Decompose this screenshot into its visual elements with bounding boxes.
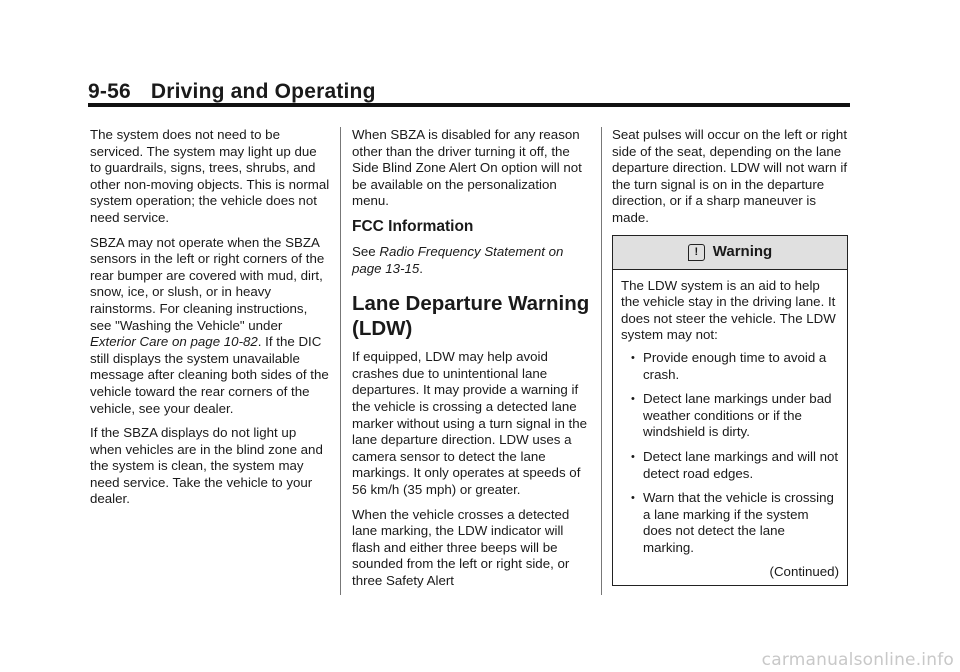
bullet-icon: • (631, 351, 635, 364)
warning-body (613, 270, 847, 586)
paragraph: SBZA may not operate when the SBZA sensors in the left or right corners of the rear bumper are covered with mud, dirt, snow, ice, or slush, or in heavy rainstorms. For cleaning instructions, see "Washing the Vehicle" under Exterior Care on page 10-82. If the DIC still displays the system unavailable message after cleaning both sides of the vehicle toward the rear corners of the vehicle, see your dealer. (90, 234, 329, 416)
column-1 (90, 127, 330, 516)
paragraph: When the vehicle crosses a detected lane marking, the LDW indicator will flash and either three beeps will be sounded from the left or right side, or three Safety Alert (352, 506, 570, 588)
paragraph: If the SBZA displays do not light up when vehicles are in the blind zone and the system is clean, the system may need service. Take the vehicle to your dealer. (90, 425, 323, 507)
ldw-heading: Lane Departure Warning (LDW) (352, 292, 590, 341)
bullet-icon: • (631, 492, 635, 505)
list-item: • Detect lane markings and will not detect road edges. (631, 448, 839, 481)
paragraph: See Radio Frequency Statement on page 13-15. (352, 243, 564, 276)
paragraph: If equipped, LDW may help avoid crashes due to unintentional lane departures. It may provide a warning if the vehicle is crossing a detected lane marker without using a turn signal in the lane departure direction. LDW uses a camera sensor to detect the lane markings. It only operates at speeds of 56 km/h (35 mph) or greater. (352, 349, 588, 497)
bullet-icon: • (631, 450, 635, 463)
warning-header (613, 236, 847, 270)
warning-title: Warning (712, 242, 773, 260)
warning-intro: The LDW system is an aid to help the vehicle stay in the driving lane. It does not steer the vehicle. The LDW system may not: (621, 277, 836, 343)
warning-box (612, 235, 848, 587)
page-number: 9-56 (88, 80, 131, 103)
fcc-heading: FCC Information (352, 217, 474, 235)
continued-label: (Continued) (769, 564, 839, 580)
bullet-icon: • (631, 393, 635, 406)
paragraph: The system does not need to be serviced. The system may light up due to guardrails, signs, trees, shrubs, and other non-moving objects. This is normal system operation; the vehicle does not need service. (90, 127, 330, 225)
list-item: • Provide enough time to avoid a crash. (631, 349, 827, 382)
paragraph: When SBZA is disabled for any reason other than the driver turning it off, the Side Blind Zone Alert On option will not be available on the personalization menu. (352, 127, 582, 209)
cross-reference-link[interactable]: Exterior Care on page 10-82 (90, 334, 258, 350)
page-header (88, 80, 376, 104)
watermark: carmanualsonline.info (761, 650, 954, 670)
cross-reference-link[interactable]: Radio Frequency Statement on page 13-15 (352, 243, 564, 276)
column-divider (601, 127, 602, 595)
section-title: Driving and Operating (150, 80, 376, 103)
list-item: • Warn that the vehicle is crossing a lane marking if the system does not detect the lane marking. (631, 490, 834, 555)
column-2 (352, 127, 590, 597)
warning-list (621, 350, 839, 557)
paragraph: Seat pulses will occur on the left or right side of the seat, depending on the lane departure direction. LDW will not warn if the turn signal is on in the departure direction, or if a sharp maneuver is made. (612, 127, 848, 225)
column-3 (612, 127, 852, 586)
list-item: • Detect lane markings under bad weather conditions or if the windshield is dirty. (631, 391, 832, 440)
header-rule (88, 103, 850, 107)
warning-icon: ! (688, 244, 705, 261)
column-divider (340, 127, 341, 595)
